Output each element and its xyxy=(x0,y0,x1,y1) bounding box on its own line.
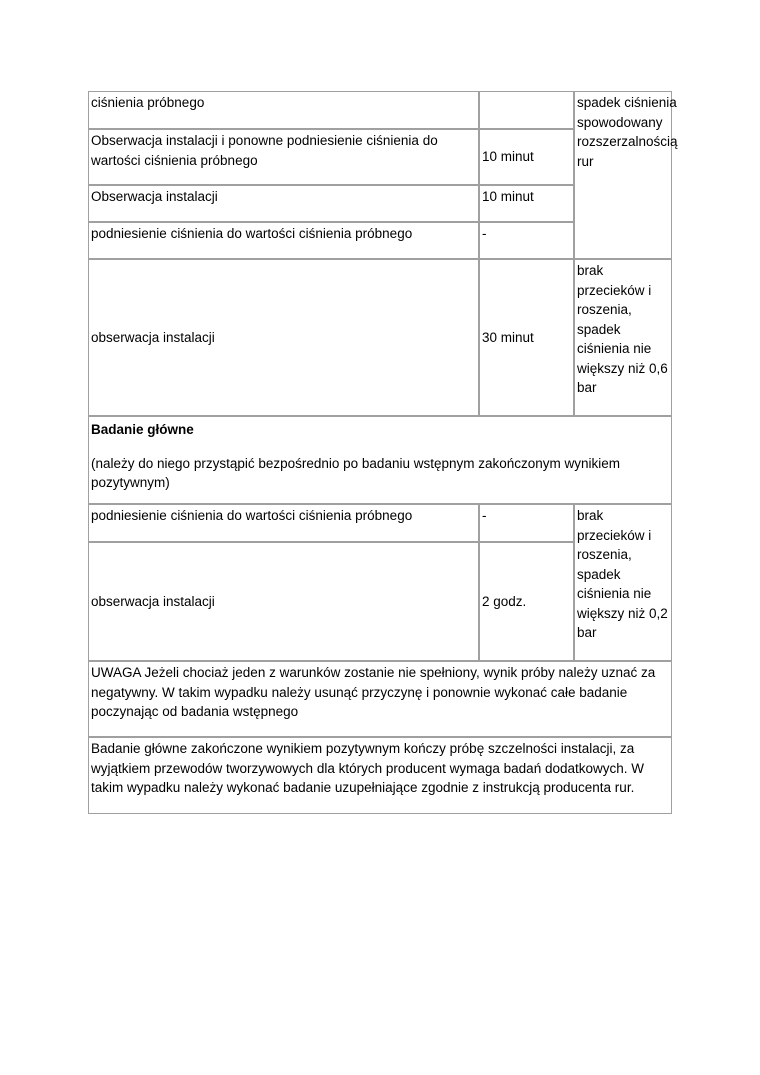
row5-time xyxy=(479,259,574,416)
criteria-pressure-drop xyxy=(574,91,678,259)
main-row2-time-text: 2 godz. xyxy=(482,593,527,609)
row3-desc-text: Obserwacja instalacji xyxy=(91,189,218,204)
row1-time xyxy=(479,91,574,129)
main-row2-desc xyxy=(88,542,479,661)
row4-desc xyxy=(88,222,479,259)
row3-desc xyxy=(88,185,479,222)
main-row1-desc-text: podniesienie ciśnienia do wartości ciśnienia próbnego xyxy=(91,508,413,523)
row5-desc xyxy=(88,259,479,416)
row4-time-text: - xyxy=(482,226,487,241)
main-row1-time-text: - xyxy=(482,508,487,523)
row4-desc-text: podniesienie ciśnienia do wartości ciśnienia próbnego xyxy=(91,226,413,241)
main-row1-time xyxy=(479,504,574,542)
main-section-header xyxy=(88,416,672,504)
row5-time-text: 30 minut xyxy=(482,329,534,345)
main-section-note: (należy do niego przystąpić bezpośrednio po badaniu wstępnym zakończonym wynikiem pozytywnym) xyxy=(91,455,621,490)
row2-desc xyxy=(88,129,479,185)
conclusion-note xyxy=(88,737,672,814)
main-row1-desc xyxy=(88,504,479,542)
criteria-main-final-text: brak przecieków i roszenia, spadek ciśnienia nie większy niż 0,2 bar xyxy=(577,508,668,640)
row3-time xyxy=(479,185,574,222)
main-section-title: Badanie główne xyxy=(91,422,194,437)
criteria-pressure-drop-text: spadek ciśnienia spowodowany rozszerzalnością rur xyxy=(577,95,678,169)
row5-desc-text: obserwacja instalacji xyxy=(91,329,215,345)
row2-desc-text: Obserwacja instalacji i ponowne podniesienie ciśnienia do wartości ciśnienia próbnego xyxy=(91,133,438,168)
criteria-preliminary-final xyxy=(574,259,672,416)
row4-time xyxy=(479,222,574,259)
row2-time-text: 10 minut xyxy=(482,149,534,165)
row1-desc-text: ciśnienia próbnego xyxy=(91,95,205,110)
main-row2-desc-text: obserwacja instalacji xyxy=(91,593,215,609)
row1-desc xyxy=(88,91,479,129)
criteria-main-final xyxy=(574,504,672,661)
row2-time xyxy=(479,129,574,185)
criteria-preliminary-final-text: brak przecieków i roszenia, spadek ciśnienia nie większy niż 0,6 bar xyxy=(577,263,668,395)
conclusion-note-text: Badanie główne zakończone wynikiem pozytywnym kończy próbę szczelności instalacji, za wyjątkiem przewodów tworzywowych dla których producent wymaga badań dodatkowych. W takim wypadku należy wykonać badanie uzupełniające zgodnie z instrukcją producenta rur. xyxy=(91,741,644,795)
warning-note xyxy=(88,661,672,737)
row3-time-text: 10 minut xyxy=(482,189,534,204)
warning-note-text: UWAGA Jeżeli chociaż jeden z warunków zostanie nie spełniony, wynik próby należy uznać za negatywny. W takim wypadku należy usunąć przyczynę i ponownie wykonać całe badanie poczynając od badania wstępnego xyxy=(91,665,656,719)
main-row2-time xyxy=(479,542,574,661)
